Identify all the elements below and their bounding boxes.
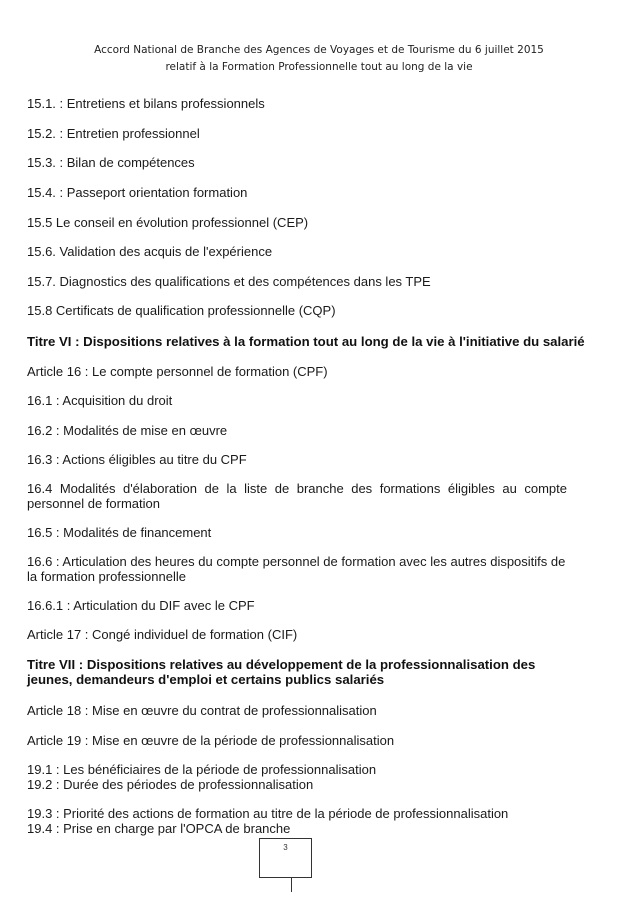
toc-entry: 15.1. : Entretiens et bilans professionnels (27, 96, 265, 111)
toc-entry: 16.2 : Modalités de mise en œuvre (27, 423, 228, 438)
toc-entry: 15.8 Certificats de qualification professionnelle (CQP) (27, 303, 336, 318)
toc-entry: 19.4 : Prise en charge par l'OPCA de branche (27, 821, 291, 836)
toc-entry: 15.4. : Passeport orientation formation (27, 185, 248, 200)
toc-entry: 16.6.1 : Articulation du DIF avec le CPF (27, 598, 255, 613)
toc-entry: 19.1 : Les bénéficiaires de la période de professionnalisation (27, 762, 377, 777)
toc-entry: 16.6 : Articulation des heures du compte personnel de formation avec les autres dispositifs de la formation professionnelle (27, 554, 566, 584)
header-line-2: relatif à la Formation Professionnelle tout au long de la vie (165, 61, 473, 73)
page-number: 3 (283, 843, 288, 852)
toc-entry: 19.2 : Durée des périodes de professionnalisation (27, 777, 314, 792)
toc-entry: 15.7. Diagnostics des qualifications et des compétences dans les TPE (27, 274, 431, 289)
document-header (0, 42, 638, 76)
toc-entry: Article 19 : Mise en œuvre de la période de professionnalisation (27, 733, 395, 748)
section-title-vii: Titre VII : Dispositions relatives au développement de la professionnalisation des jeunes, demandeurs d'emploi et certains publics salariés (27, 657, 536, 687)
toc-entry: 15.2. : Entretien professionnel (27, 126, 200, 141)
toc-entry: 16.3 : Actions éligibles au titre du CPF (27, 452, 247, 467)
section-title-vi: Titre VI : Dispositions relatives à la formation tout au long de la vie à l'initiative du salarié (27, 334, 585, 349)
page-number-box (259, 838, 312, 878)
toc-entry: 15.5 Le conseil en évolution professionnel (CEP) (27, 215, 309, 230)
toc-entry: 16.4 Modalités d'élaboration de la liste de branche des formations éligibles au compte personnel de formation (27, 481, 567, 511)
toc-entry: 16.1 : Acquisition du droit (27, 393, 173, 408)
toc-entry: 15.6. Validation des acquis de l'expérience (27, 244, 273, 259)
toc-entry: Article 16 : Le compte personnel de formation (CPF) (27, 364, 328, 379)
toc-entry: 16.5 : Modalités de financement (27, 525, 212, 540)
page-number-tick (291, 878, 292, 892)
toc-entry: 15.3. : Bilan de compétences (27, 155, 195, 170)
toc-entry: 19.3 : Priorité des actions de formation au titre de la période de professionnalisation (27, 806, 509, 821)
header-line-1: Accord National de Branche des Agences de Voyages et de Tourisme du 6 juillet 2015 (94, 44, 544, 56)
toc-entry: Article 17 : Congé individuel de formation (CIF) (27, 627, 298, 642)
toc-entry: Article 18 : Mise en œuvre du contrat de professionnalisation (27, 703, 377, 718)
